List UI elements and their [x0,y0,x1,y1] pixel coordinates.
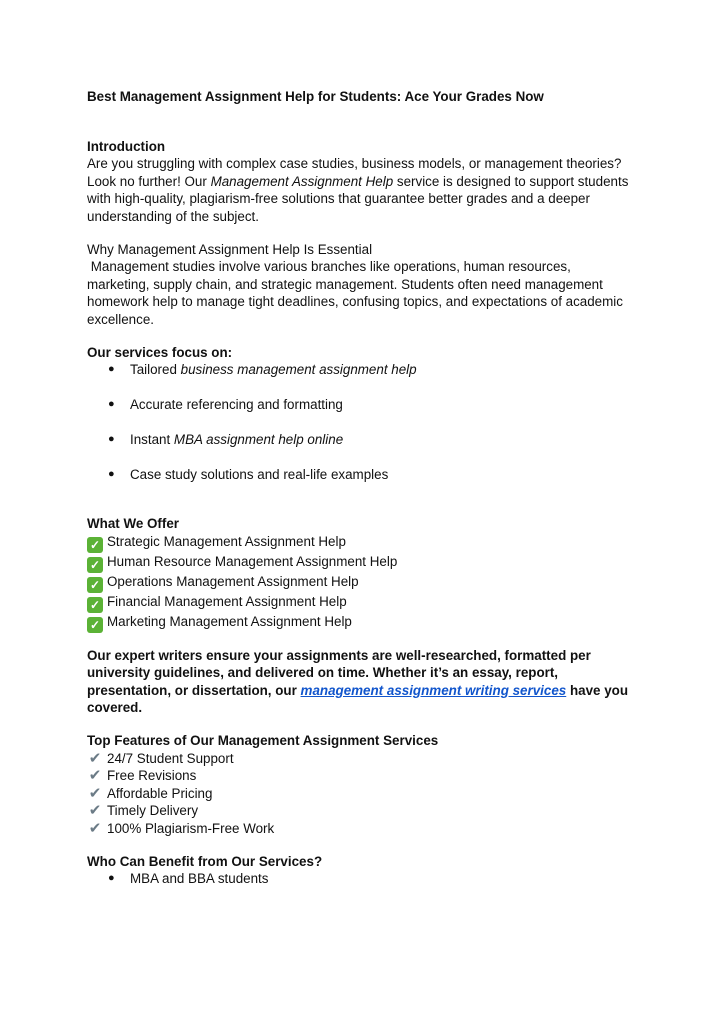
services-heading: Our services focus on: [87,344,233,360]
offer-item-text: Human Resource Management Assignment Help [107,553,398,569]
offer-list [87,533,635,633]
bullet-icon: ● [108,468,115,481]
feature-item-text: Timely Delivery [107,803,199,819]
list-item [87,553,635,573]
intro-emphasis: Management Assignment Help [210,173,394,189]
list-item [87,820,635,838]
list-item [87,396,635,414]
features-list [87,750,635,838]
benefit-item-text: MBA and BBA students [130,871,269,887]
expert-paragraph [87,647,635,717]
service-item-text: Accurate referencing and formatting [130,397,343,413]
list-item [87,613,635,633]
offer-item-text: Operations Management Assignment Help [107,573,359,589]
check-box-icon: ✓ [87,537,103,553]
features-heading: Top Features of Our Management Assignment Services [87,732,439,748]
list-item [87,466,635,484]
introduction-paragraph [87,155,635,225]
list-item [87,361,635,379]
bullet-icon: ● [108,363,115,376]
introduction-heading: Introduction [87,138,166,154]
why-paragraph: Management studies involve various branches like operations, human resources, marketing, supply chain, and strategic management. Students often need management homework help to manage tight deadlines, confusing topics, and expectations of academic excellence. [87,259,627,327]
list-item [87,431,635,449]
feature-item-text: 24/7 Student Support [107,750,234,766]
offer-item-text: Financial Management Assignment Help [107,593,347,609]
check-box-icon: ✓ [87,557,103,573]
list-item [87,533,635,553]
service-item-text: Case study solutions and real-life examples [130,467,389,483]
service-item-emphasis: business management assignment help [180,362,417,378]
offer-item-text: Strategic Management Assignment Help [107,533,346,549]
list-item [87,593,635,613]
service-item-emphasis: MBA assignment help online [173,432,344,448]
feature-item-text: 100% Plagiarism-Free Work [107,820,275,836]
heavy-check-icon: ✔ [88,784,102,802]
document-title: Best Management Assignment Help for Students: Ace Your Grades Now [87,89,544,104]
feature-item-text: Affordable Pricing [107,785,213,801]
feature-item-text: Free Revisions [107,768,197,784]
heavy-check-icon: ✔ [88,802,102,820]
heavy-check-icon: ✔ [88,767,102,785]
heavy-check-icon: ✔ [88,749,102,767]
intro-text-a: Are you struggling with complex case studies, business models, or management theories? Look no further! Our [87,156,622,189]
benefit-list [87,870,635,888]
list-item [87,767,635,785]
document-page [87,88,635,888]
expert-text-a: Our expert writers ensure your assignments are well-researched, formatted per university guidelines, and delivered on time. Whether it’s an essay, report, presentation, or dissertation, our [87,647,591,698]
check-box-icon: ✓ [87,577,103,593]
service-item-text: Tailored [130,362,181,378]
bullet-icon: ● [108,398,115,411]
why-heading: Why Management Assignment Help Is Essential [87,241,373,257]
check-box-icon: ✓ [87,597,103,613]
bullet-icon: ● [108,433,115,446]
service-item-text: Instant [130,432,174,448]
list-item [87,573,635,593]
offer-item-text: Marketing Management Assignment Help [107,613,352,629]
offer-heading: What We Offer [87,516,180,531]
writing-services-link[interactable]: management assignment writing services [300,682,567,698]
list-item [87,785,635,803]
list-item [87,802,635,820]
services-list [87,361,635,484]
benefit-heading: Who Can Benefit from Our Services? [87,853,323,869]
list-item [87,870,635,888]
bullet-icon: ● [108,872,115,885]
intro-text-b: service is designed to support students with high-quality, plagiarism-free solutions that guarantee better grades and a deeper understanding of the subject. [87,173,629,224]
heavy-check-icon: ✔ [88,819,102,837]
check-box-icon: ✓ [87,617,103,633]
expert-text-b: have you covered. [87,682,629,716]
list-item [87,750,635,768]
